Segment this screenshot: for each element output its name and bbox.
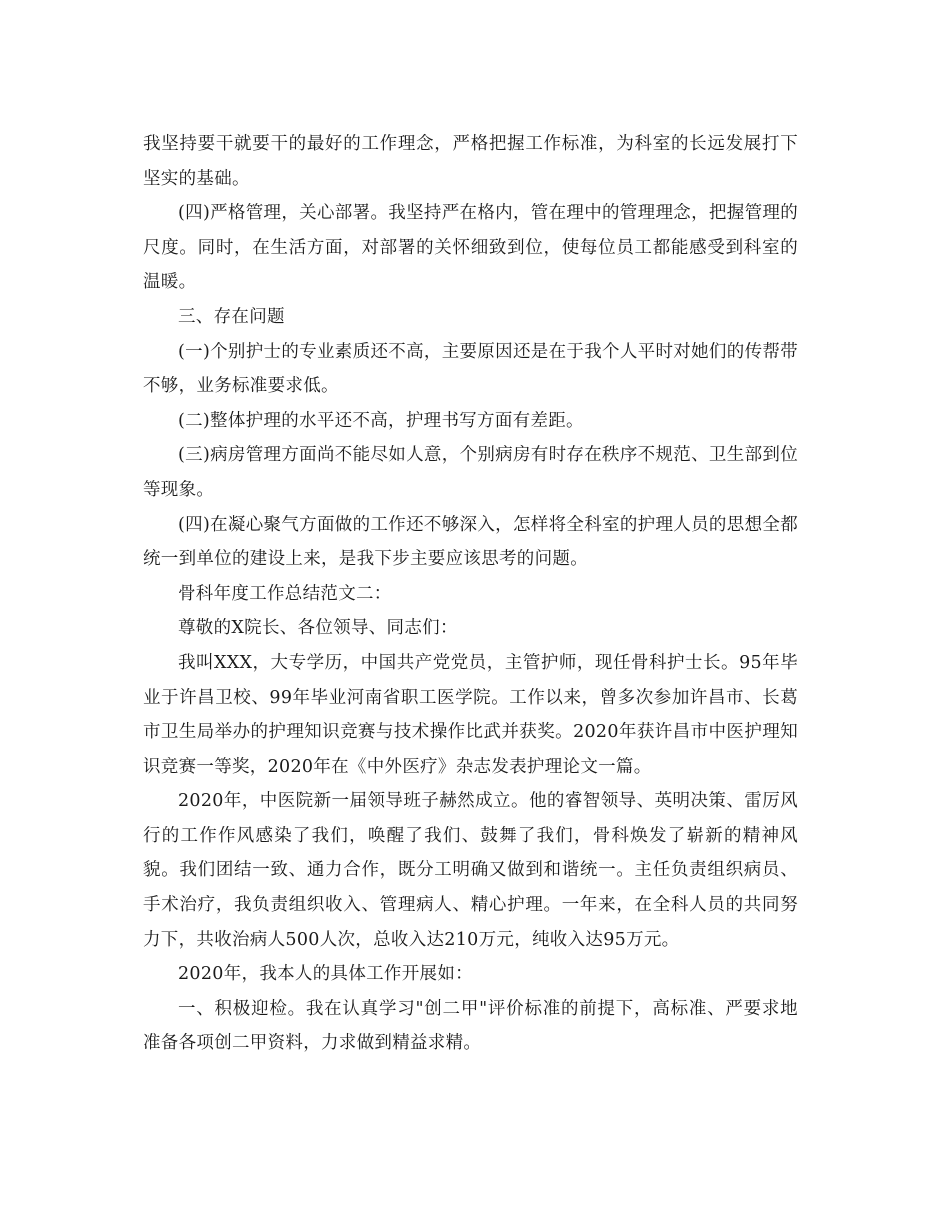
paragraph-strict-management: (四)严格管理，关心部署。我坚持严在格内，管在理中的管理理念，把握管理的尺度。同时，在生活方面，对部署的关怀细致到位，使每位员工都能感受到科室的温暖。 <box>143 203 798 293</box>
salutation: 尊敬的X院长、各位领导、同志们： <box>178 618 458 639</box>
paragraph-continuation: 我坚持要干就要干的最好的工作理念，严格把握工作标准，为科室的长远发展打下坚实的基础。 <box>143 134 798 189</box>
heading-sample-two: 骨科年度工作总结范文二： <box>178 583 392 604</box>
paragraph-problem-4: (四)在凝心聚气方面做的工作还不够深入，怎样将全科室的护理人员的思想全都统一到单位的建设上来，是我下步主要应该思考的问题。 <box>143 514 798 570</box>
document-body <box>143 127 798 1061</box>
paragraph-work-intro: 2020年，我本人的具体工作开展如： <box>178 964 473 985</box>
paragraph-self-introduction: 我叫XXX，大专学历，中国共产党党员，主管护师，现任骨科护士长。95年毕业于许昌卫校、99年毕业河南省职工医学院。工作以来，曾多次参加许昌市、长葛市卫生局举办的护理知识竞赛与技术操作比武并获奖。2020年获许昌市中医护理知识竞赛一等奖，2020年在《中外医疗》杂志发表护理论文一篇。 <box>143 652 798 777</box>
paragraph-leadership: 2020年，中医院新一届领导班子赫然成立。他的睿智领导、英明决策、雷厉风行的工作作风感染了我们，唤醒了我们、鼓舞了我们，骨科焕发了崭新的精神风貌。我们团结一致、通力合作，既分工明确又做到和谐统一。主任负责组织病员、手术治疗，我负责组织收入、管理病人、精心护理。一年来，在全科人员的共同努力下，共收治病人500人次，总收入达210万元，纯收入达95万元。 <box>143 791 798 950</box>
paragraph-inspection: 一、积极迎检。我在认真学习"创二甲"评价标准的前提下，高标准、严要求地准备各项创二甲资料，力求做到精益求精。 <box>143 998 798 1054</box>
paragraph-problem-1: (一)个别护士的专业素质还不高，主要原因还是在于我个人平时对她们的传帮带不够，业务标准要求低。 <box>143 341 798 397</box>
paragraph-problem-2: (二)整体护理的水平还不高，护理书写方面有差距。 <box>178 410 584 431</box>
paragraph-problem-3: (三)病房管理方面尚不能尽如人意，个别病房有时存在秩序不规范、卫生部到位等现象。 <box>143 445 798 500</box>
section-heading-problems: 三、存在问题 <box>178 306 285 327</box>
